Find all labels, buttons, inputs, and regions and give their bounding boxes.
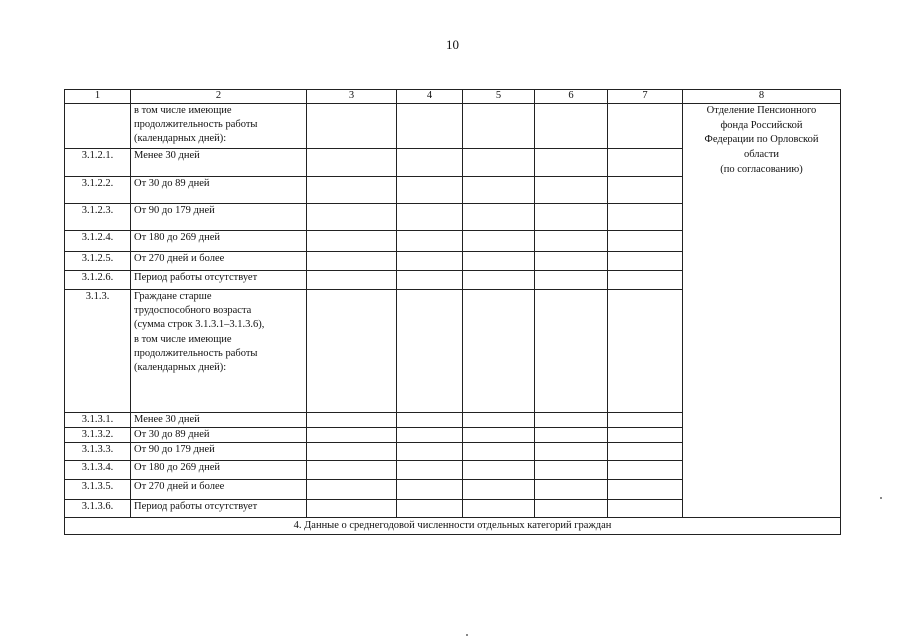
value-cell (535, 461, 608, 480)
value-cell (397, 428, 463, 443)
row-number: 3.1.3. (65, 290, 131, 413)
row-label (131, 252, 307, 271)
value-cell (397, 461, 463, 480)
row-label (131, 204, 307, 231)
column-header: 1 (65, 90, 131, 104)
row-label-line: Менее 30 дней (134, 414, 200, 425)
value-cell (463, 428, 535, 443)
value-cell (463, 461, 535, 480)
column-header: 7 (608, 90, 683, 104)
value-cell (608, 290, 683, 413)
row-label (131, 231, 307, 252)
value-cell (608, 480, 683, 500)
row-number (65, 104, 131, 149)
value-cell (463, 204, 535, 231)
row-label (131, 413, 307, 428)
value-cell (307, 443, 397, 461)
value-cell (608, 104, 683, 149)
value-cell (535, 428, 608, 443)
row-label (131, 149, 307, 177)
row-number: 3.1.3.3. (65, 443, 131, 461)
row-number: 3.1.3.1. (65, 413, 131, 428)
row-number: 3.1.2.3. (65, 204, 131, 231)
value-cell (463, 480, 535, 500)
data-table (64, 89, 841, 535)
section-title: 4. Данные о среднегодовой численности отдельных категорий граждан (65, 518, 841, 535)
row-label-line: в том числе имеющие (134, 105, 232, 116)
row-label-line: Период работы отсутствует (134, 272, 258, 283)
row-label (131, 480, 307, 500)
scan-speck (880, 497, 882, 499)
value-cell (397, 271, 463, 290)
value-cell (608, 271, 683, 290)
value-cell (608, 461, 683, 480)
value-cell (307, 204, 397, 231)
value-cell (608, 204, 683, 231)
responsible-org-cell (683, 104, 841, 518)
row-label-line: От 180 до 269 дней (134, 462, 221, 474)
value-cell (463, 231, 535, 252)
row-label-line: От 270 дней и более (134, 481, 225, 493)
value-cell (307, 500, 397, 518)
value-cell (463, 271, 535, 290)
value-cell (535, 204, 608, 231)
value-cell (535, 252, 608, 271)
value-cell (608, 231, 683, 252)
row-label-line: продолжительность работы (134, 119, 258, 131)
value-cell (463, 149, 535, 177)
value-cell (463, 413, 535, 428)
row-number: 3.1.3.6. (65, 500, 131, 518)
row-label (131, 104, 307, 149)
column-header: 2 (131, 90, 307, 104)
value-cell (397, 104, 463, 149)
column-header: 5 (463, 90, 535, 104)
value-cell (307, 231, 397, 252)
column-header: 6 (535, 90, 608, 104)
row-number: 3.1.2.5. (65, 252, 131, 271)
value-cell (307, 461, 397, 480)
row-number: 3.1.2.1. (65, 149, 131, 177)
row-label-line: От 90 до 179 дней (134, 205, 215, 216)
value-cell (608, 413, 683, 428)
row-label (131, 500, 307, 518)
value-cell (463, 252, 535, 271)
value-cell (397, 443, 463, 461)
value-cell (463, 104, 535, 149)
value-cell (608, 500, 683, 518)
value-cell (307, 290, 397, 413)
value-cell (535, 231, 608, 252)
row-label-line: От 30 до 89 дней (134, 178, 210, 189)
row-label (131, 290, 307, 413)
value-cell (307, 177, 397, 204)
row-label-line: (календарных дней): (134, 361, 227, 373)
value-cell (608, 177, 683, 204)
row-label (131, 461, 307, 480)
value-cell (307, 149, 397, 177)
row-label-line: От 270 дней и более (134, 253, 225, 264)
value-cell (397, 231, 463, 252)
value-cell (307, 252, 397, 271)
value-cell (397, 413, 463, 428)
column-header: 3 (307, 90, 397, 104)
value-cell (535, 500, 608, 518)
value-cell (535, 271, 608, 290)
value-cell (397, 177, 463, 204)
value-cell (397, 149, 463, 177)
row-number: 3.1.2.4. (65, 231, 131, 252)
value-cell (397, 290, 463, 413)
row-number: 3.1.3.5. (65, 480, 131, 500)
value-cell (535, 177, 608, 204)
row-label (131, 443, 307, 461)
value-cell (535, 290, 608, 413)
value-cell (397, 500, 463, 518)
page-number: 10 (446, 37, 459, 52)
row-label-line: От 90 до 179 дней (134, 444, 215, 456)
value-cell (608, 443, 683, 461)
row-label-line: От 30 до 89 дней (134, 429, 210, 441)
responsible-org-line: Отделение Пенсионного (706, 105, 817, 116)
column-header: 4 (397, 90, 463, 104)
responsible-org-line: фонда Российской (720, 119, 803, 131)
value-cell (608, 149, 683, 177)
value-cell (463, 443, 535, 461)
value-cell (307, 413, 397, 428)
row-label-line: продолжительность работы (134, 347, 258, 359)
row-label-line: Менее 30 дней (134, 150, 200, 161)
responsible-org-line: Федерации по Орловской (704, 134, 819, 146)
value-cell (307, 480, 397, 500)
scan-speck (466, 634, 468, 636)
row-label (131, 428, 307, 443)
row-label-line: Граждане старше (134, 291, 212, 302)
row-label-line: От 180 до 269 дней (134, 232, 221, 243)
value-cell (397, 480, 463, 500)
section-title-row (65, 518, 841, 535)
value-cell (307, 104, 397, 149)
row-label-line: (сумма строк 3.1.3.1–3.1.3.6), (134, 319, 265, 331)
value-cell (463, 290, 535, 413)
value-cell (535, 149, 608, 177)
row-label (131, 271, 307, 290)
responsible-org-line: (по согласованию) (720, 163, 803, 175)
row-label-line: Период работы отсутствует (134, 501, 258, 513)
header-row (65, 90, 841, 104)
row-number: 3.1.2.6. (65, 271, 131, 290)
row-number: 3.1.3.2. (65, 428, 131, 443)
row-label-line: трудоспособного возраста (134, 305, 252, 317)
value-cell (535, 413, 608, 428)
column-header: 8 (683, 90, 841, 104)
value-cell (535, 480, 608, 500)
value-cell (397, 204, 463, 231)
value-cell (397, 252, 463, 271)
value-cell (463, 177, 535, 204)
value-cell (535, 443, 608, 461)
row-label-line: в том числе имеющие (134, 333, 232, 345)
row-number: 3.1.2.2. (65, 177, 131, 204)
value-cell (608, 428, 683, 443)
value-cell (463, 500, 535, 518)
value-cell (608, 252, 683, 271)
row-number: 3.1.3.4. (65, 461, 131, 480)
responsible-org-line: области (743, 149, 780, 161)
value-cell (307, 271, 397, 290)
row-label (131, 177, 307, 204)
value-cell (535, 104, 608, 149)
table-row (65, 104, 841, 149)
value-cell (307, 428, 397, 443)
row-label-line: (календарных дней): (134, 133, 227, 145)
